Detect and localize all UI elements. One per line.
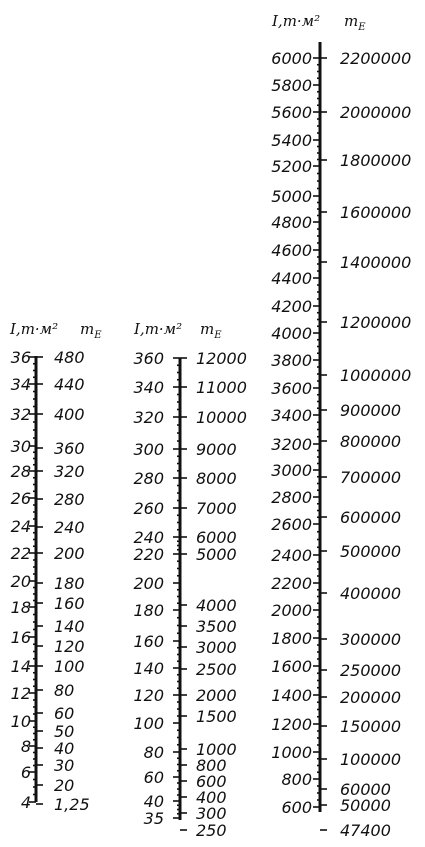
right-I-label: 2600: [271, 515, 312, 534]
left-I-label: 16: [10, 628, 31, 647]
middle-mE-label: 300: [196, 804, 227, 823]
middle-mE-label: 3000: [196, 638, 237, 657]
left-I-label: 20: [10, 572, 31, 591]
right-I-label: 800: [281, 770, 312, 789]
middle-I-label: 120: [133, 686, 164, 705]
right-I-label: 4000: [271, 324, 312, 343]
middle-I-label: 100: [133, 714, 164, 733]
right-mE-label: 1200000: [340, 313, 412, 332]
left-mE-label: 100: [54, 657, 85, 676]
middle-I-label: 180: [133, 601, 164, 620]
right-mE-label: 100000: [340, 750, 402, 769]
left-I-label: 24: [10, 517, 31, 536]
left-mE-label: 140: [54, 617, 85, 636]
left-I-label: 22: [10, 544, 31, 563]
middle-mE-label: 2000: [196, 686, 237, 705]
right-mE-label: 200000: [340, 688, 402, 707]
right-I-label: 1600: [271, 657, 312, 676]
middle-I-label: 320: [133, 408, 164, 427]
left-mE-label: 20: [54, 776, 75, 795]
middle-mE-label: 7000: [196, 499, 237, 518]
left-I-label: 32: [10, 405, 31, 424]
right-I-label: 1800: [271, 629, 312, 648]
middle-I-label: 220: [133, 545, 164, 564]
left-I-label: 28: [10, 462, 31, 481]
middle-mE-label: 6000: [196, 528, 237, 547]
right-mE-label: 250000: [340, 661, 402, 680]
right-I-label: 3800: [271, 351, 312, 370]
left-mE-label: 40: [54, 739, 75, 758]
left-mE-label: 120: [54, 637, 85, 656]
middle-mE-label: 2500: [196, 660, 237, 679]
right-I-label: 2000: [271, 601, 312, 620]
left-I-label: 6: [20, 763, 31, 782]
right-header-I: I,т·м²: [272, 12, 321, 30]
right-I-label: 2400: [271, 546, 312, 565]
middle-mE-label: 4000: [196, 596, 237, 615]
right-I-label: 5600: [271, 103, 312, 122]
left-mE-label: 1,25: [54, 795, 90, 814]
left-mE-label: 480: [54, 348, 85, 367]
middle-mE-label: 400: [196, 788, 227, 807]
middle-I-label: 160: [133, 632, 164, 651]
right-mE-label: 900000: [340, 401, 402, 420]
right-I-label: 1400: [271, 686, 312, 705]
left-I-label: 10: [10, 712, 31, 731]
middle-I-label: 140: [133, 659, 164, 678]
right-mE-label: 150000: [340, 717, 402, 736]
left-I-label: 8: [20, 737, 31, 756]
right-I-label: 5800: [271, 76, 312, 95]
left-mE-label: 360: [54, 439, 85, 458]
left-mE-label: 280: [54, 490, 85, 509]
right-I-label: 3400: [271, 406, 312, 425]
right-I-label: 5000: [271, 187, 312, 206]
middle-I-label: 35: [143, 809, 164, 828]
left-mE-label: 60: [54, 704, 75, 723]
right-mE-label: 1400000: [340, 253, 412, 272]
right-I-label: 4200: [271, 297, 312, 316]
right-I-label: 3200: [271, 435, 312, 454]
right-I-label: 5200: [271, 157, 312, 176]
middle-I-label: 300: [133, 440, 164, 459]
middle-I-label: 200: [133, 574, 164, 593]
right-I-label: 2800: [271, 488, 312, 507]
right-mE-label: 47400: [340, 821, 391, 840]
right-mE-label: 500000: [340, 542, 402, 561]
left-mE-label: 80: [54, 681, 75, 700]
middle-I-label: 240: [133, 528, 164, 547]
middle-I-label: 340: [133, 378, 164, 397]
middle-I-label: 360: [133, 349, 164, 368]
middle-mE-label: 250: [196, 821, 227, 840]
left-mE-label: 320: [54, 462, 85, 481]
middle-mE-label: 3500: [196, 617, 237, 636]
middle-I-label: 80: [143, 743, 164, 762]
middle-mE-label: 12000: [196, 349, 247, 368]
right-mE-label: 600000: [340, 508, 402, 527]
left-mE-label: 160: [54, 594, 85, 613]
middle-mE-label: 8000: [196, 469, 237, 488]
middle-mE-label: 5000: [196, 545, 237, 564]
right-I-label: 1000: [271, 743, 312, 762]
middle-mE-label: 10000: [196, 408, 247, 427]
left-mE-label: 50: [54, 722, 75, 741]
right-I-label: 3600: [271, 379, 312, 398]
left-I-label: 12: [10, 684, 31, 703]
left-I-label: 18: [10, 598, 31, 617]
middle-I-label: 280: [133, 469, 164, 488]
right-I-label: 600: [281, 798, 312, 817]
middle-mE-label: 600: [196, 772, 227, 791]
right-mE-label: 700000: [340, 468, 402, 487]
left-mE-label: 400: [54, 405, 85, 424]
middle-mE-label: 1500: [196, 707, 237, 726]
middle-header-I: I,т·м²: [134, 320, 183, 338]
right-mE-label: 800000: [340, 432, 402, 451]
left-mE-label: 440: [54, 375, 85, 394]
right-I-label: 4600: [271, 241, 312, 260]
right-header-mE: $m_E$: [344, 12, 366, 33]
middle-mE-label: 1000: [196, 740, 237, 759]
middle-header-mE: $m_E$: [200, 320, 222, 341]
right-mE-label: 2200000: [340, 49, 412, 68]
left-I-label: 4: [20, 793, 31, 812]
left-mE-label: 180: [54, 574, 85, 593]
right-I-label: 3000: [271, 461, 312, 480]
middle-mE-label: 800: [196, 756, 227, 775]
left-mE-label: 30: [54, 756, 75, 775]
left-I-label: 26: [10, 489, 31, 508]
right-I-label: 1200: [271, 715, 312, 734]
right-mE-label: 400000: [340, 584, 402, 603]
right-I-label: 2200: [271, 574, 312, 593]
right-I-label: 6000: [271, 49, 312, 68]
left-mE-label: 240: [54, 518, 85, 537]
middle-mE-label: 11000: [196, 378, 247, 397]
right-mE-label: 1000000: [340, 366, 412, 385]
middle-I-label: 60: [143, 768, 164, 787]
middle-I-label: 40: [143, 792, 164, 811]
right-I-label: 4400: [271, 269, 312, 288]
right-mE-label: 2000000: [340, 103, 412, 122]
right-I-label: 5400: [271, 131, 312, 150]
right-mE-label: 1800000: [340, 151, 412, 170]
right-I-label: 4800: [271, 213, 312, 232]
middle-mE-label: 9000: [196, 440, 237, 459]
middle-I-label: 260: [133, 499, 164, 518]
right-mE-label: 1600000: [340, 203, 412, 222]
right-mE-label: 60000: [340, 780, 391, 799]
right-mE-label: 50000: [340, 796, 391, 815]
left-mE-label: 200: [54, 544, 85, 563]
left-header-I: I,т·м²: [10, 320, 59, 338]
left-I-label: 14: [10, 657, 31, 676]
left-I-label: 30: [10, 437, 31, 456]
left-header-mE: $m_E$: [80, 320, 102, 341]
left-I-label: 34: [10, 375, 31, 394]
left-I-label: 36: [10, 348, 31, 367]
right-mE-label: 300000: [340, 630, 402, 649]
